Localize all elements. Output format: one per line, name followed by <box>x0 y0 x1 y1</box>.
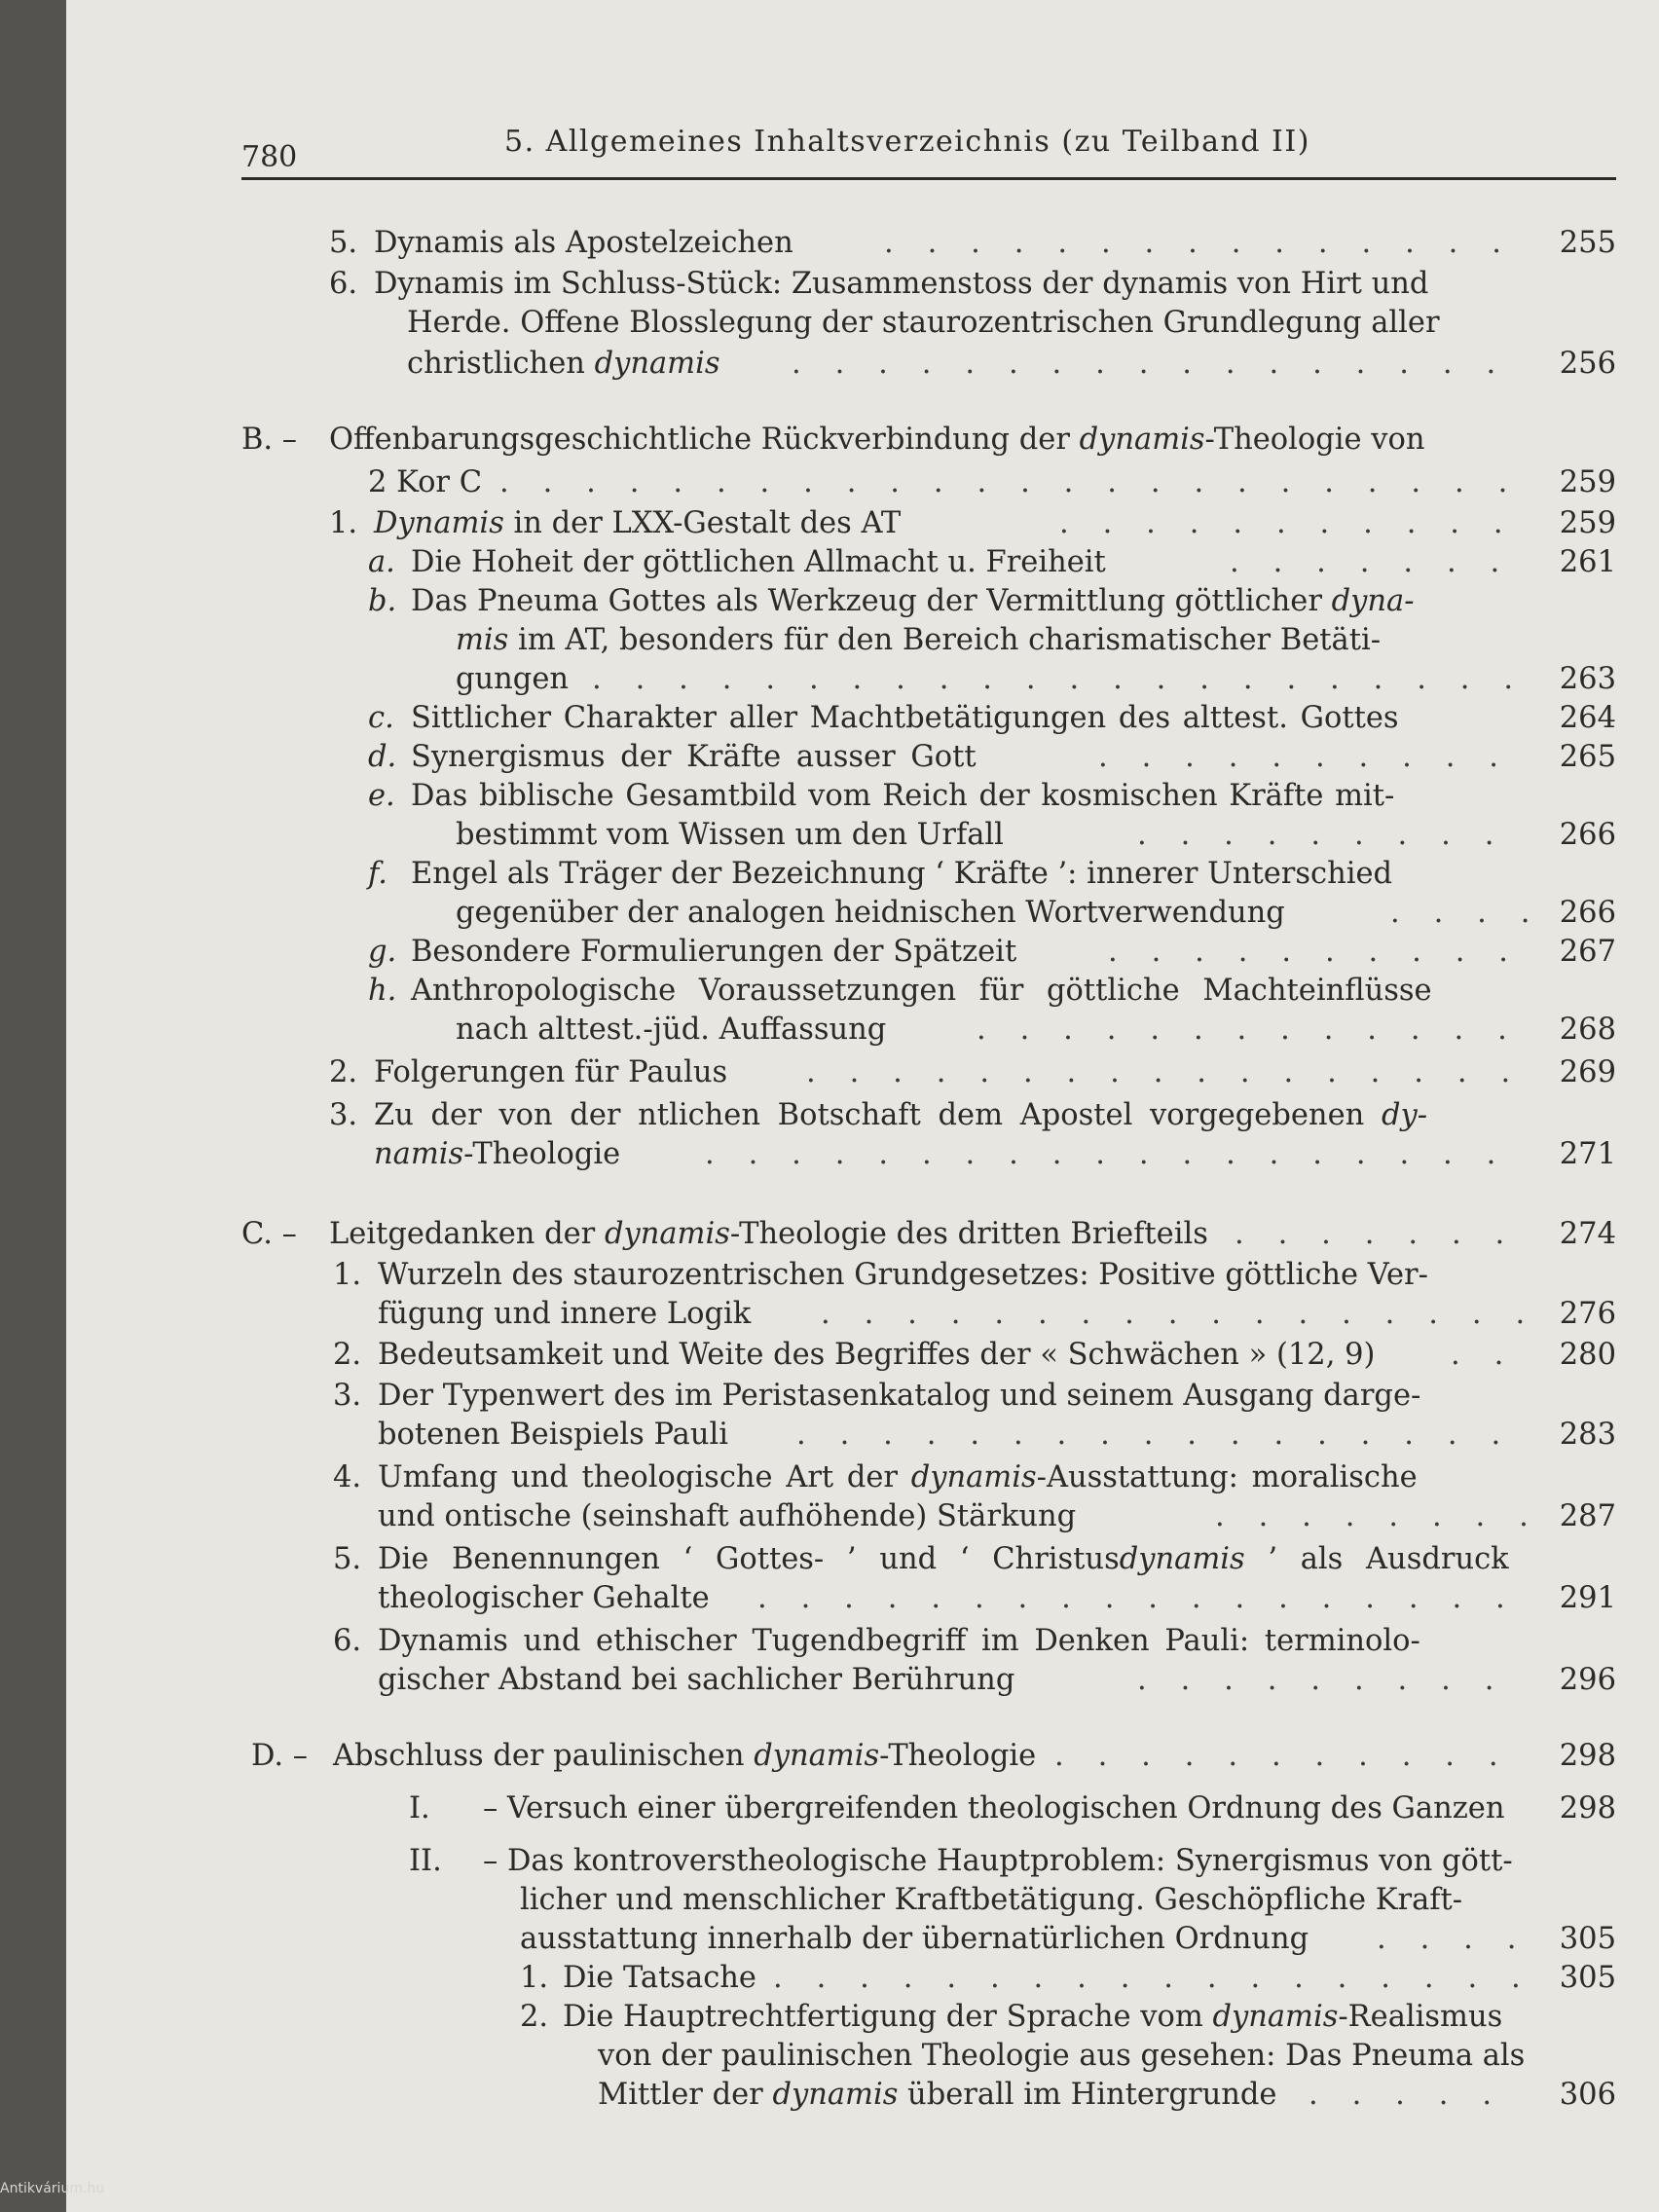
page-ref: 263 <box>1559 662 1616 696</box>
leader-dots <box>1059 504 1529 543</box>
leader-dots <box>821 1295 1529 1334</box>
header-rule <box>241 177 1616 180</box>
page-ref: 255 <box>1559 226 1616 260</box>
page-ref: 268 <box>1559 1013 1616 1047</box>
leader-dots <box>757 1579 1529 1618</box>
leader-dots <box>1137 1661 1529 1700</box>
page-content: 780 5. Allgemeines Inhaltsverzeichnis (zu Teilband II) 5. Dynamis als Apostelzeichen . . . 255 6. Dynamis im Schluss-Stück: Zusammenstoss der dynamis von Hirt und Herde. Offene Blosslegung der staurozentrischen Grundlegung aller christlichen dynamis . . . 256 B. – Offenbarungsgeschichtliche Rückverbindung der dynamis-Theologie von 2 Kor C . . . 259 1. Dynamis in der LXX-Gestalt des AT . . . 259 a. Die Hoheit der göttlichen Allmacht u. Freiheit . . . 261 b. Das Pneuma Gottes als Werkzeug der Vermittlung göttlicher dyna- mis im AT, besonders für den Bereich charismatischer Betäti- gungen . . . 263 c. Sittlicher Charakter aller Machtbetätigungen des alttest. Gottes 264 d. Synergismus der Kräfte ausser Gott . . . 265 e. Das biblische Gesamtbild vom Reich der kosmischen Kräfte mit- bestimmt vom Wissen um den Urfall . . . 266 f. Engel als Träger der Bezeichnung ‘ Kräfte ’: innerer Unterschied gegenüber der analogen heidnischen Wortverwendung . . . 266 g. Besondere Formulierungen der Spätzeit . . . 267 h. Anthropologische Voraussetzungen für göttliche Machteinflüsse nach alttest.-jüd. Auffassung . . . 268 2. Folgerungen für Paulus . . . 269 3. Zu der von der ntlichen Botschaft dem Apostel vorgegebenen dy- namis-Theologie . . . 271 C. – Leitgedanken der dynamis-Theologie des dritten Briefteils . . . 274 1. Wurzeln des staurozentrischen Grundgesetzes: Positive göttliche Ver- fügung und innere Logik . . . 276 2. Bedeutsamkeit und Weite des Begriffes der « Schwächen » (12, 9) . . . 280 3. Der Typenwert des im Peristasenkatalog und seinem Ausgang darge- botenen Beispiels Pauli . . . 283 4. Umfang und theologische Art der dynamis-Ausstattung: moralische und ontische (seinshaft aufhöhende) Stärkung . . . 287 5. Die Benennungen ‘ Gottes- ’ und ‘ Christusdynamis ’ als Ausdruck theologischer Gehalte . . . 291 6. Dynamis und ethischer Tugendbegriff im Denken Pauli: terminolo- gischer Abstand bei sachlicher Berührung . . . 296 D. – Abschluss der paulinischen dynamis-Theologie . . . 298 I. – Versuch einer übergreifenden theologischen Ordnung des Ganzen 298 II. – Das kontroverstheologische Hauptproblem: Synergismus von gött- licher und menschlicher Kraftbetätigung. Geschöpfliche Kraft- ausstattung innerhalb der übernatürlichen Ordnung . . . 305 1. Die Tatsache . . . 305 2. Die Hauptrechtfertigung der Sprache vom dynamis-Realismus von der paulinischen Theologie aus gesehen: Das Pneuma als Mittler der dynamis überall im Hintergrunde . . . 306 <box>66 0 1659 2212</box>
toc-entry-continuation: licher und menschlicher Kraftbetätigung. Geschöpfliche Kraft- <box>520 1883 1463 1917</box>
page-ref: 274 <box>1559 1217 1616 1251</box>
leader-dots <box>1054 1737 1529 1776</box>
leader-dots <box>705 1135 1529 1174</box>
leader-dots <box>1377 1920 1529 1959</box>
page-ref: 305 <box>1559 1961 1616 1995</box>
leader-dots <box>796 1416 1529 1455</box>
page-ref: 276 <box>1559 1297 1616 1331</box>
leader-dots <box>592 660 1529 699</box>
leader-dots <box>884 224 1529 263</box>
page-ref: 271 <box>1559 1137 1616 1171</box>
leader-dots <box>1108 933 1529 972</box>
section-heading: Offenbarungsgeschichtliche Rückverbindung der dynamis-Theologie von <box>329 423 1425 457</box>
leader-dots <box>499 463 1529 502</box>
leader-dots <box>1098 738 1529 777</box>
leader-dots <box>977 1011 1529 1050</box>
page-number: 780 <box>241 140 298 174</box>
page-ref: 256 <box>1559 347 1616 381</box>
leader-dots <box>1230 543 1529 582</box>
page-ref: 259 <box>1559 465 1616 499</box>
page-ref: 266 <box>1559 896 1616 930</box>
page-ref: 267 <box>1559 935 1616 969</box>
leader-dots <box>1390 894 1529 933</box>
leader-dots <box>1451 1336 1529 1375</box>
watermark: Antikvárium.hu <box>0 2181 105 2196</box>
page-ref: 306 <box>1559 2078 1616 2112</box>
page-ref: 298 <box>1559 1791 1616 1825</box>
page-ref: 305 <box>1559 1922 1616 1956</box>
page-header <box>241 119 1616 177</box>
toc-entry-continuation: Herde. Offene Blosslegung der staurozentrischen Grundlegung aller <box>407 306 1440 340</box>
leader-dots <box>1309 2076 1529 2115</box>
page-ref: 265 <box>1559 740 1616 774</box>
leader-dots <box>1137 816 1529 855</box>
page-ref: 261 <box>1559 545 1616 579</box>
page-ref: 266 <box>1559 818 1616 852</box>
page-ref: 280 <box>1559 1338 1616 1372</box>
page-ref: 264 <box>1559 701 1616 735</box>
page-ref: 287 <box>1559 1499 1616 1533</box>
leader-dots <box>1235 1215 1529 1254</box>
toc-entry-continuation: von der paulinischen Theologie aus gesehen: Das Pneuma als <box>598 2039 1526 2073</box>
page-ref: 298 <box>1559 1739 1616 1773</box>
page-ref: 283 <box>1559 1418 1616 1452</box>
toc-entry-continuation: mis im AT, besonders für den Bereich charismatischer Betäti- <box>456 623 1382 657</box>
running-title: 5. Allgemeines Inhaltsverzeichnis (zu Teilband II) <box>504 125 1310 159</box>
leader-dots <box>806 1053 1529 1092</box>
leader-dots <box>792 345 1529 384</box>
page-ref: 259 <box>1559 506 1616 540</box>
page-ref: 291 <box>1559 1581 1616 1615</box>
page-ref: 269 <box>1559 1055 1616 1089</box>
book-page <box>66 0 1659 2212</box>
page-ref: 296 <box>1559 1663 1616 1697</box>
leader-dots <box>1215 1497 1529 1536</box>
leader-dots <box>773 1959 1529 1998</box>
section-label: B. – <box>241 423 298 457</box>
